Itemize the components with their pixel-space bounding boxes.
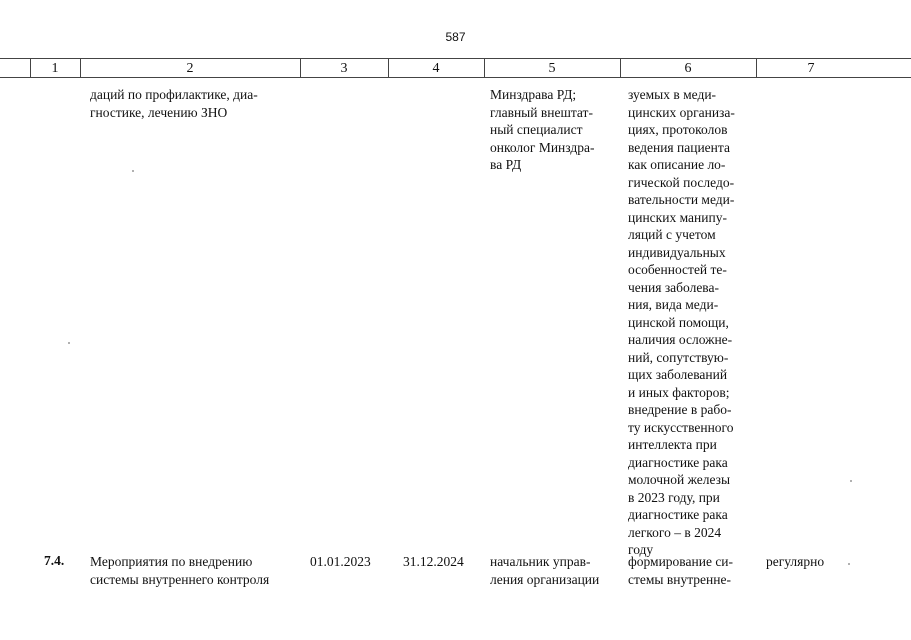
text-line: щих заболеваний [628, 367, 728, 382]
header-rule-top [0, 58, 911, 59]
continued-row-result [628, 86, 754, 559]
scan-speck [68, 342, 70, 344]
text-line: наличия осложне- [628, 332, 733, 347]
text-line: интеллекта при [628, 437, 717, 452]
text-line: главный внештат- [490, 104, 593, 120]
text-line: Мероприятия по внедрению [90, 554, 253, 569]
text-line: чения заболева- [628, 279, 719, 295]
column-header-6: 6 [684, 61, 692, 76]
text-line: внедрение в рабо- [628, 402, 732, 417]
scan-speck [848, 563, 850, 565]
text-line: ления организации [490, 571, 600, 587]
text-line: цинской помощи, [628, 314, 729, 330]
text-line: ведения пациента [628, 139, 730, 155]
column-header-1: 1 [51, 61, 59, 76]
text-line: онколог Минздра- [490, 139, 595, 155]
start-date: 01.01.2023 [310, 554, 371, 569]
column-header-4: 4 [432, 61, 440, 76]
scan-speck [132, 170, 134, 172]
text-line: начальник управ- [490, 554, 591, 569]
column-header-5: 5 [548, 61, 556, 76]
column-header-3: 3 [340, 61, 348, 76]
column-header-7: 7 [807, 61, 815, 76]
text-line: гической последо- [628, 174, 735, 190]
text-line: легкого – в 2024 [628, 524, 722, 540]
text-line: ту искусственного [628, 419, 734, 435]
text-line: и иных факторов; [628, 384, 730, 400]
text-line: вательности меди- [628, 192, 735, 207]
text-line: особенностей те- [628, 262, 727, 277]
text-line: гностике, лечению ЗНО [90, 104, 228, 120]
page-number: 587 [445, 30, 466, 44]
text-line: диагностике рака [628, 507, 728, 522]
row-number: 7.4. [44, 553, 65, 568]
text-line: даций по профилактике, диа- [90, 87, 258, 102]
scan-speck [850, 480, 852, 482]
text-line: ляций с учетом [628, 227, 716, 242]
text-line: ний, сопутствую- [628, 349, 729, 365]
text-line: Минздрава РД; [490, 87, 577, 102]
text-line: ный специалист [490, 122, 583, 137]
text-line: индивидуальных [628, 244, 726, 260]
row-responsible [490, 553, 616, 588]
text-line: году [628, 542, 654, 557]
text-line: в 2023 году, при [628, 489, 720, 505]
end-date: 31.12.2024 [403, 554, 464, 569]
text-line: цинских манипу- [628, 209, 727, 225]
text-line: как описание ло- [628, 157, 726, 172]
text-line: цинских организа- [628, 104, 735, 120]
text-line: формирование си- [628, 554, 734, 569]
continued-row-description [90, 86, 290, 121]
row-description [90, 553, 302, 588]
text-line: диагностике рака [628, 454, 728, 470]
text-line: системы внутреннего контроля [90, 571, 270, 587]
row-frequency: регулярно [766, 554, 825, 569]
continued-row-responsible [490, 86, 614, 174]
header-rule-bottom [0, 77, 911, 78]
text-line: стемы внутренне- [628, 571, 731, 587]
text-line: молочной железы [628, 472, 731, 487]
row-result [628, 553, 754, 588]
text-line: циях, протоколов [628, 122, 728, 137]
column-header-2: 2 [186, 61, 194, 76]
text-line: ва РД [490, 157, 522, 172]
text-line: ния, вида меди- [628, 297, 719, 312]
text-line: зуемых в меди- [628, 87, 717, 102]
